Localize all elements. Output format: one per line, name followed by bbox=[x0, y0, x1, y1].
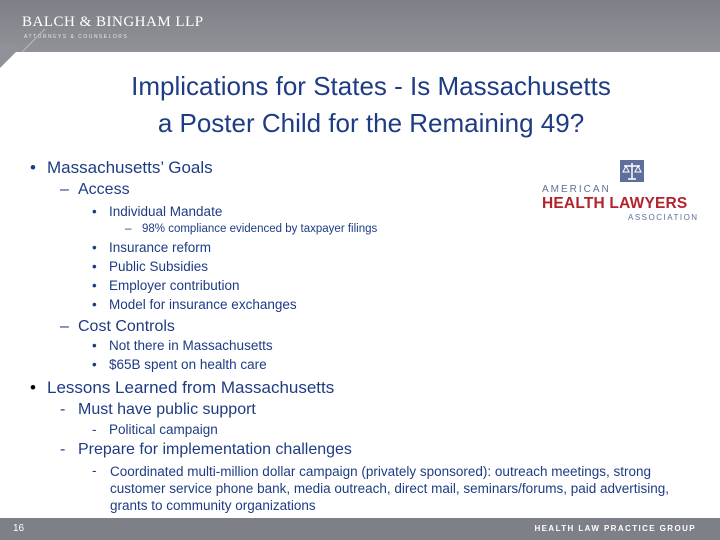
bullet-marker: • bbox=[92, 204, 97, 219]
logo-text-top: AMERICAN bbox=[542, 184, 611, 195]
title-line-2: a Poster Child for the Remaining 49? bbox=[157, 108, 585, 138]
item-political-campaign: Political campaign bbox=[109, 422, 218, 437]
item-not-there: Not there in Massachusetts bbox=[109, 338, 273, 353]
hyphen-marker: - bbox=[60, 441, 66, 458]
item-public-subsidies: Public Subsidies bbox=[109, 259, 209, 274]
scales-of-justice-icon bbox=[618, 158, 646, 184]
hyphen-marker: - bbox=[92, 422, 97, 437]
header-banner bbox=[0, 0, 720, 52]
sub-prepare: Prepare for implementation challenges bbox=[78, 441, 352, 458]
title-line-1: Implications for States - Is Massachusetts bbox=[131, 71, 611, 101]
logo-text-middle: HEALTH LAWYERS bbox=[542, 195, 688, 212]
bullet-marker: • bbox=[92, 240, 97, 255]
logo-text-bottom: ASSOCIATION bbox=[628, 213, 699, 222]
bullet-marker: • bbox=[30, 378, 36, 397]
firm-name: BALCH & BINGHAM LLP bbox=[22, 14, 204, 30]
bullet-marker: • bbox=[92, 357, 97, 372]
aha-logo bbox=[542, 158, 699, 222]
bullet-goals: Massachusetts’ Goals bbox=[47, 158, 213, 177]
bullet-marker: • bbox=[30, 158, 36, 177]
item-individual-mandate: Individual Mandate bbox=[109, 204, 223, 219]
dash-marker: – bbox=[60, 181, 69, 198]
item-coordinated-campaign: Coordinated multi-million dollar campaign (privately sponsored): outreach meetings, strong customer service phone bank, media outreach, direct mail, seminars/forums, paid advertising, grants to community organizations bbox=[110, 464, 670, 513]
sub-cost-controls: Cost Controls bbox=[78, 318, 175, 335]
bullet-marker: • bbox=[92, 259, 97, 274]
dash-marker: – bbox=[60, 318, 69, 335]
footer-bar bbox=[0, 518, 720, 540]
hyphen-marker: - bbox=[60, 401, 66, 418]
bullet-lessons: Lessons Learned from Massachusetts bbox=[47, 378, 335, 397]
practice-group-label: HEALTH LAW PRACTICE GROUP bbox=[534, 524, 696, 533]
item-compliance: 98% compliance evidenced by taxpayer filings bbox=[142, 223, 378, 235]
bullet-marker: • bbox=[92, 297, 97, 312]
bullet-marker: • bbox=[92, 338, 97, 353]
item-insurance-reform: Insurance reform bbox=[109, 240, 212, 255]
sub-access: Access bbox=[78, 181, 130, 198]
firm-tagline: ATTORNEYS & COUNSELORS bbox=[24, 34, 129, 40]
hyphen-marker: - bbox=[92, 463, 97, 478]
bullet-marker: • bbox=[92, 278, 97, 293]
dash-marker: – bbox=[125, 223, 132, 235]
slide-title bbox=[22, 68, 720, 142]
item-employer-contribution: Employer contribution bbox=[109, 278, 240, 293]
sub-public-support: Must have public support bbox=[78, 401, 256, 418]
item-model-exchanges: Model for insurance exchanges bbox=[109, 297, 297, 312]
item-spent: $65B spent on health care bbox=[109, 357, 267, 372]
page-number: 16 bbox=[13, 523, 25, 534]
